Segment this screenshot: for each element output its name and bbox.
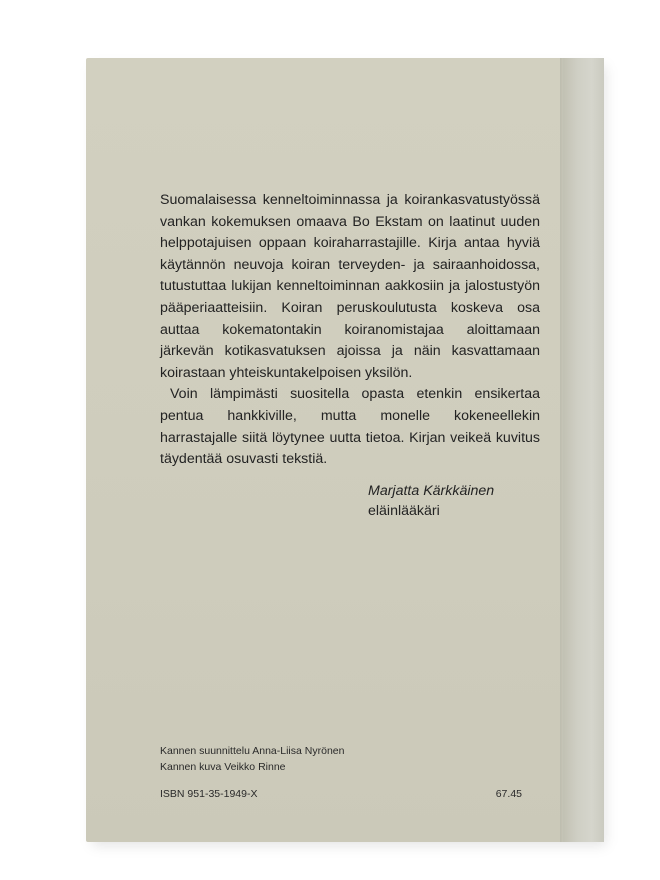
blurb: [160, 190, 540, 521]
signature: [368, 481, 540, 521]
isbn: ISBN 951-35-1949-X: [160, 788, 258, 800]
blurb-paragraph-1: Suomalaisessa kenneltoiminnassa ja koirankasvatustyössä vankan kokemuksen omaava Bo Ekstam on laatinut uuden helppotajuisen oppaan koiraharrastajille. Kirja antaa hyviä käytännön neuvoja koiran terveyden- ja sairaanhoidossa, tutustuttaa lukijan kenneltoiminnan aakkosiin ja jalostustyön pääperiaatteisiin. Koiran peruskoulutusta koskeva osa auttaa kokematontakin koiranomistajaa aloittamaan järkevän kotikasvatuksen ajoissa ja näin kasvattamaan koirastaan yhteiskuntakelpoisen yksilön.: [160, 192, 540, 381]
cover-design-credit: Kannen suunnittelu Anna-Liisa Nyrönen: [160, 745, 345, 757]
price: 67.45: [495, 788, 522, 800]
cover-photo-credit: Kannen kuva Veikko Rinne: [160, 760, 286, 773]
signature-title: eläinlääkäri: [368, 502, 440, 519]
credits: [160, 744, 522, 803]
isbn-row: [160, 787, 522, 803]
blurb-paragraph-2: Voin lämpimästi suositella opasta etenkin ensikertaa pentua hankkiville, mutta monelle kokeneellekin harrastajalle siitä löytynee uutta tietoa. Kirjan veikeä kuvitus täydentää osuvasti tekstiä.: [160, 386, 540, 468]
book-spine: [563, 58, 604, 842]
signature-name: Marjatta Kärkkäinen: [368, 482, 495, 499]
